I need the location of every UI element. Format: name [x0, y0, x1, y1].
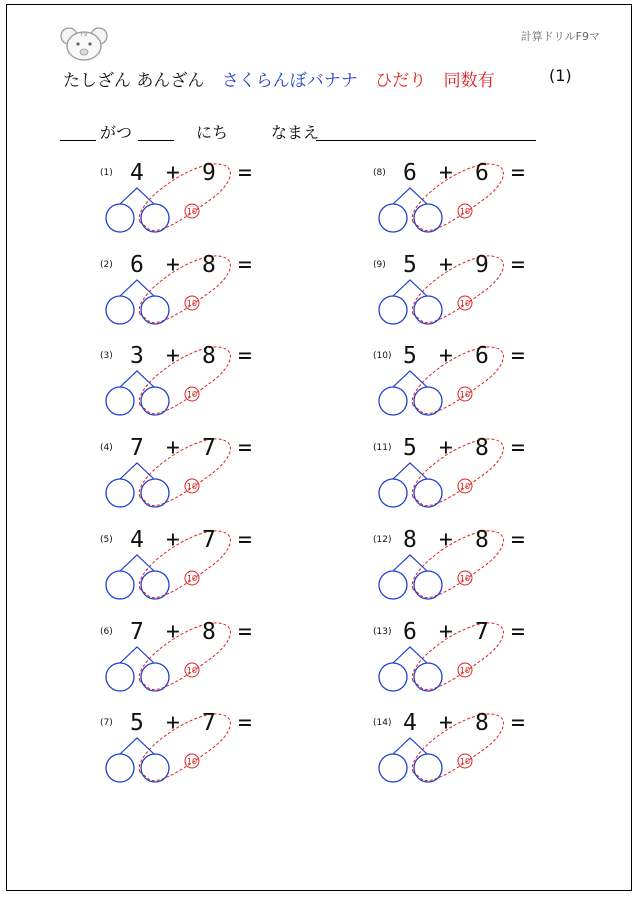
- ten-label: 10: [459, 298, 471, 308]
- equals-sign: =: [511, 526, 525, 553]
- plus-sign: +: [439, 618, 453, 645]
- addend-second: 8: [202, 251, 216, 278]
- addend-second: 8: [475, 435, 489, 462]
- ten-bubble: [139, 256, 230, 323]
- problem-item: [100, 710, 270, 790]
- ten-bubble: [412, 164, 503, 231]
- split-circle-left[interactable]: [106, 479, 134, 507]
- problem-number: (4): [100, 443, 113, 454]
- title-part-direction: ひだり: [375, 71, 427, 91]
- ten-bubble: [139, 347, 230, 414]
- split-circle-right[interactable]: [414, 571, 442, 599]
- split-circle-right[interactable]: [414, 663, 442, 691]
- ten-label: 10: [459, 482, 471, 492]
- cherry-stem: [393, 463, 427, 479]
- split-circle-left[interactable]: [106, 754, 134, 782]
- addend-second: 8: [475, 526, 489, 553]
- equals-sign: =: [511, 251, 525, 278]
- day-blank[interactable]: [138, 118, 174, 141]
- split-circle-left[interactable]: [379, 387, 407, 415]
- equals-sign: =: [511, 710, 525, 737]
- split-circle-right[interactable]: [414, 387, 442, 415]
- ten-label: 10: [186, 298, 198, 308]
- plus-sign: +: [439, 435, 453, 462]
- addend-first: 4: [130, 160, 144, 186]
- problem-number: (6): [100, 626, 113, 637]
- ten-bubble: [139, 714, 230, 781]
- month-blank[interactable]: [60, 118, 96, 141]
- addend-second: 7: [475, 618, 489, 645]
- problem-item: [100, 619, 270, 699]
- addend-second: 6: [475, 160, 489, 186]
- date-name-line: [60, 118, 540, 144]
- split-circle-right[interactable]: [414, 296, 442, 324]
- plus-sign: +: [166, 160, 180, 186]
- cherry-stem: [393, 647, 427, 663]
- split-circle-right[interactable]: [141, 479, 169, 507]
- plus-sign: +: [439, 160, 453, 186]
- ten-bubble: [412, 622, 503, 689]
- split-circle-right[interactable]: [141, 663, 169, 691]
- addend-first: 4: [403, 710, 417, 737]
- problem-number: (7): [100, 718, 113, 729]
- split-circle-left[interactable]: [106, 571, 134, 599]
- addend-second: 6: [475, 343, 489, 370]
- cherry-stem: [120, 647, 154, 663]
- split-circle-left[interactable]: [379, 204, 407, 232]
- problem-number: (11): [373, 443, 392, 454]
- addend-first: 6: [403, 618, 417, 645]
- brand-label: 計算ドリルF9マ: [520, 30, 600, 43]
- problem-item: [373, 527, 543, 607]
- cherry-stem: [393, 738, 427, 754]
- problem-number: (14): [373, 718, 392, 729]
- addend-first: 5: [403, 435, 417, 462]
- split-circle-right[interactable]: [414, 204, 442, 232]
- equals-sign: =: [238, 526, 252, 553]
- addend-first: 8: [403, 526, 417, 553]
- addend-second: 8: [475, 710, 489, 737]
- plus-sign: +: [439, 526, 453, 553]
- plus-sign: +: [439, 710, 453, 737]
- equals-sign: =: [238, 435, 252, 462]
- ten-bubble: [412, 256, 503, 323]
- problem-item: [373, 619, 543, 699]
- problem-number: (2): [100, 259, 113, 270]
- ten-label: 10: [186, 665, 198, 675]
- problem-item: [100, 527, 270, 607]
- cherry-stem: [393, 371, 427, 387]
- problem-item: [373, 710, 543, 790]
- addend-second: 7: [202, 526, 216, 553]
- ten-label: 10: [459, 390, 471, 400]
- title-part-same-number: 同数有: [443, 71, 495, 91]
- plus-sign: +: [439, 251, 453, 278]
- day-label: にち: [196, 123, 229, 142]
- ten-label: 10: [186, 573, 198, 583]
- plus-sign: +: [166, 526, 180, 553]
- problem-item: [100, 343, 270, 423]
- addend-first: 5: [403, 251, 417, 278]
- cherry-stem: [120, 280, 154, 296]
- problem-item: [373, 252, 543, 332]
- split-circle-right[interactable]: [141, 387, 169, 415]
- cherry-stem: [393, 280, 427, 296]
- equals-sign: =: [238, 251, 252, 278]
- month-label: がつ: [100, 123, 133, 142]
- ten-bubble: [139, 531, 230, 598]
- problem-number: (13): [373, 626, 392, 637]
- addend-first: 7: [130, 618, 144, 645]
- addend-first: 6: [130, 251, 144, 278]
- addend-first: 4: [130, 526, 144, 553]
- problem-number: (3): [100, 351, 113, 362]
- ten-bubble: [139, 439, 230, 506]
- cherry-stem: [120, 463, 154, 479]
- problem-number: (12): [373, 534, 392, 545]
- plus-sign: +: [166, 618, 180, 645]
- ten-label: 10: [186, 390, 198, 400]
- split-circle-right[interactable]: [141, 296, 169, 324]
- split-circle-right[interactable]: [141, 204, 169, 232]
- addend-first: 5: [403, 343, 417, 370]
- sheet-number: (1): [549, 66, 572, 85]
- addend-second: 8: [202, 618, 216, 645]
- ten-label: 10: [186, 482, 198, 492]
- plus-sign: +: [439, 343, 453, 370]
- plus-sign: +: [166, 343, 180, 370]
- problem-number: (1): [100, 168, 113, 178]
- problem-item: [373, 435, 543, 515]
- plus-sign: +: [166, 710, 180, 737]
- addend-second: 8: [202, 343, 216, 370]
- split-circle-left[interactable]: [106, 204, 134, 232]
- ten-label: 10: [459, 665, 471, 675]
- split-circle-left[interactable]: [379, 754, 407, 782]
- bear-logo-icon: [58, 24, 110, 64]
- equals-sign: =: [238, 343, 252, 370]
- plus-sign: +: [166, 251, 180, 278]
- problem-number: (5): [100, 534, 113, 545]
- ten-bubble: [412, 439, 503, 506]
- title-part-method: さくらんぼバナナ: [221, 71, 358, 91]
- addend-first: 7: [130, 435, 144, 462]
- split-circle-right[interactable]: [414, 479, 442, 507]
- cherry-stem: [120, 188, 154, 204]
- problem-item: [100, 435, 270, 515]
- problem-item: [100, 160, 270, 240]
- problem-item: [100, 252, 270, 332]
- addend-second: 7: [202, 710, 216, 737]
- ten-bubble: [139, 622, 230, 689]
- equals-sign: =: [238, 160, 252, 186]
- equals-sign: =: [511, 343, 525, 370]
- ten-label: 10: [186, 757, 198, 767]
- equals-sign: =: [511, 160, 525, 186]
- addend-first: 5: [130, 710, 144, 737]
- name-label: なまえ: [271, 123, 320, 142]
- split-circle-left[interactable]: [106, 663, 134, 691]
- logo-text: F9: [80, 31, 88, 38]
- cherry-stem: [120, 371, 154, 387]
- equals-sign: =: [511, 435, 525, 462]
- ten-bubble: [412, 347, 503, 414]
- split-circle-left[interactable]: [379, 571, 407, 599]
- addend-first: 3: [130, 343, 144, 370]
- split-circle-right[interactable]: [141, 571, 169, 599]
- cherry-stem: [393, 188, 427, 204]
- split-circle-left[interactable]: [106, 387, 134, 415]
- cherry-stem: [393, 555, 427, 571]
- split-circle-left[interactable]: [379, 479, 407, 507]
- title-part-operation: たしざん あんざん: [63, 71, 205, 91]
- addend-second: 9: [202, 160, 216, 186]
- name-blank[interactable]: [316, 118, 536, 141]
- addend-first: 6: [403, 160, 417, 186]
- worksheet-title: [63, 66, 507, 91]
- problem-number: (9): [373, 259, 386, 270]
- ten-label: 10: [459, 573, 471, 583]
- split-circle-left[interactable]: [106, 296, 134, 324]
- cherry-stem: [120, 738, 154, 754]
- plus-sign: +: [166, 435, 180, 462]
- cherry-stem: [120, 555, 154, 571]
- equals-sign: =: [238, 618, 252, 645]
- split-circle-left[interactable]: [379, 663, 407, 691]
- ten-bubble: [412, 714, 503, 781]
- problem-item: [373, 160, 543, 240]
- ten-label: 10: [186, 207, 198, 216]
- problem-number: (10): [373, 351, 392, 362]
- ten-label: 10: [459, 757, 471, 767]
- ten-label: 10: [459, 207, 471, 216]
- split-circle-right[interactable]: [414, 754, 442, 782]
- ten-bubble: [139, 164, 230, 231]
- addend-second: 9: [475, 251, 489, 278]
- ten-bubble: [412, 531, 503, 598]
- equals-sign: =: [238, 710, 252, 737]
- split-circle-right[interactable]: [141, 754, 169, 782]
- addend-second: 7: [202, 435, 216, 462]
- problem-number: (8): [373, 168, 386, 178]
- split-circle-left[interactable]: [379, 296, 407, 324]
- problem-item: [373, 343, 543, 423]
- equals-sign: =: [511, 618, 525, 645]
